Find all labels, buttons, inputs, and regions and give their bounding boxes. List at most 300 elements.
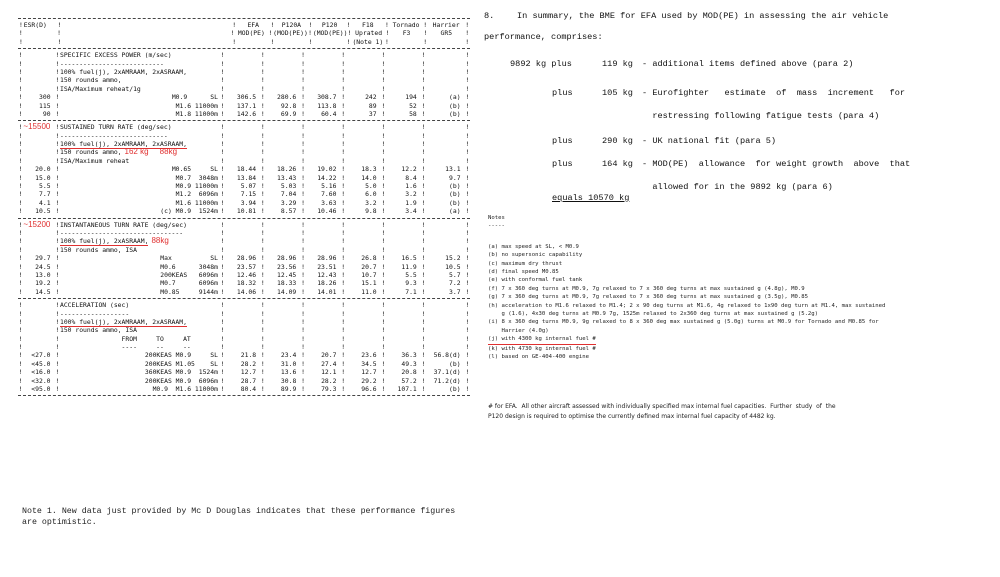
value-cell (426, 157, 464, 165)
config-annotation: 162 kg 88kg (124, 147, 178, 157)
value-cell (266, 85, 301, 93)
flight-condition: 200KEAS M1.05 SL (144, 359, 218, 368)
esr-cell (23, 123, 54, 131)
column-separator: ! (381, 198, 386, 207)
section-title: ACCELERATION (sec) (59, 301, 130, 310)
column-separator: ! (260, 376, 265, 385)
section-row (18, 132, 470, 140)
column-separator: ! (421, 93, 426, 102)
column-separator: ! (301, 190, 305, 199)
value-cell: 3.2 (365, 198, 377, 207)
value-cell: 18.32 (236, 279, 257, 288)
column-separator: ! (55, 198, 60, 207)
column-separator: ! (55, 254, 60, 263)
condition-cell (60, 385, 220, 393)
value-cell (266, 229, 301, 237)
value-cell (346, 76, 381, 84)
esr-value: <27.0 (31, 351, 51, 360)
table-row (18, 263, 470, 271)
column-separator: ! (18, 93, 23, 102)
column-separator: ! (230, 29, 235, 38)
value-cell: (b) (449, 359, 461, 368)
value-cell (306, 68, 341, 76)
column-separator: ! (55, 317, 60, 326)
column-separator: ! (260, 76, 265, 85)
column-separator: ! (220, 237, 225, 246)
column-separator: ! (421, 334, 426, 343)
section-row (18, 123, 470, 131)
column-separator: ! (18, 84, 23, 93)
column-separator: ! (465, 84, 470, 93)
value-cell: 3.29 (280, 198, 297, 207)
column-separator: ! (385, 37, 389, 46)
column-separator: ! (220, 254, 225, 263)
column-separator: ! (465, 301, 470, 310)
table-row (18, 190, 470, 198)
column-separator: ! (18, 351, 23, 360)
summary-item-lead: plus (552, 136, 573, 146)
column-separator: ! (18, 101, 23, 110)
table-row (18, 254, 470, 262)
column-separator: ! (421, 198, 426, 207)
value-cell (426, 318, 464, 326)
condition-cell (60, 360, 220, 368)
column-separator: ! (260, 245, 265, 254)
value-cell: 21.8 (240, 351, 257, 360)
summary-item-description: - MOD(PE) allowance for weight growth above that (642, 159, 911, 169)
value-cell (426, 60, 464, 68)
column-separator: ! (55, 101, 60, 110)
column-separator: ! (381, 376, 386, 385)
column-separator: ! (341, 101, 346, 110)
value-cell (346, 140, 381, 148)
value-cell (346, 301, 381, 309)
column-separator: ! (421, 165, 426, 174)
value-cell (346, 237, 381, 245)
condition-cell (60, 318, 220, 326)
config-line: ISA/Maximum reheat/1g (59, 84, 141, 93)
column-separator: ! (381, 326, 386, 335)
section-title-rule: ---------------------------- (59, 131, 168, 140)
summary-item-description: - UK national fit (para 5) (642, 136, 777, 146)
header-esr (24, 38, 57, 46)
column-separator: ! (260, 51, 265, 60)
column-separator: ! (260, 67, 265, 76)
column-separator: ! (220, 156, 225, 165)
column-separator: ! (308, 29, 312, 38)
column-separator: ! (55, 140, 60, 149)
column-separator: ! (301, 262, 305, 271)
condition-cell (60, 301, 220, 309)
column-separator: ! (381, 343, 386, 352)
condition-cell (60, 102, 220, 110)
condition-cell (60, 343, 220, 351)
value-cell: 28.2 (240, 359, 257, 368)
column-separator: ! (341, 334, 346, 343)
table-rule (18, 395, 470, 396)
table-row (18, 271, 470, 279)
column-separator: ! (18, 326, 23, 335)
column-separator: ! (18, 309, 23, 318)
condition-cell (60, 123, 220, 131)
esr-cell (23, 301, 54, 309)
column-separator: ! (301, 173, 305, 182)
esr-cell (23, 229, 54, 237)
column-separator: ! (55, 359, 60, 368)
value-cell (386, 221, 421, 229)
column-separator: ! (18, 228, 23, 237)
column-separator: ! (465, 165, 470, 174)
config-line: 150 rounds ammo, (59, 76, 122, 85)
value-cell: 14.01 (317, 287, 337, 296)
column-separator: ! (301, 148, 305, 157)
column-separator: ! (55, 84, 60, 93)
column-separator: ! (465, 228, 470, 237)
condition-cell (60, 157, 220, 165)
value-cell (346, 318, 381, 326)
condition-cell (60, 326, 220, 334)
summary-item-amount: 105 kg (602, 88, 633, 98)
column-separator: ! (18, 334, 23, 343)
value-cell (426, 140, 464, 148)
column-separator: ! (341, 262, 346, 271)
table-row (18, 93, 470, 101)
config-line: 150 rounds ammo, ISA (59, 326, 137, 335)
column-separator: ! (421, 109, 426, 118)
column-separator: ! (55, 351, 60, 360)
value-cell: 18.44 (236, 165, 257, 174)
column-separator: ! (220, 279, 225, 288)
value-cell: 194 (405, 93, 417, 102)
column-separator: ! (220, 220, 225, 229)
value-cell (225, 246, 260, 254)
column-separator: ! (260, 84, 265, 93)
value-cell: 5.0 (365, 182, 377, 191)
esr-value: 15.0 (35, 173, 51, 182)
column-separator: ! (55, 287, 60, 296)
condition-cell (60, 207, 220, 215)
note-item: (f) 7 x 360 deg turns at M0.9, 7g relaxed to 7 x 360 deg turns at max sustained g (4.8g), M0.9 (488, 285, 805, 292)
value-cell: 60.4 (321, 109, 337, 118)
column-separator: ! (341, 131, 346, 140)
value-cell (225, 221, 260, 229)
esr-value: 10.5 (35, 207, 51, 216)
column-separator: ! (55, 270, 60, 279)
flight-condition: 360KEAS M0.9 1524m (144, 368, 218, 377)
esr-cell (23, 68, 54, 76)
value-cell: 28.2 (321, 376, 337, 385)
value-cell (225, 140, 260, 148)
column-separator: ! (381, 207, 386, 216)
column-separator: ! (18, 29, 23, 38)
value-cell (386, 246, 421, 254)
column-separator: ! (341, 109, 346, 118)
value-cell (426, 301, 464, 309)
column-separator: ! (18, 21, 23, 29)
value-cell: 11.0 (361, 287, 377, 296)
header-col-0 (237, 38, 269, 46)
column-separator: ! (421, 254, 426, 263)
esr-cell (23, 246, 54, 254)
note-item: (l) based on GE-404-400 engine (488, 354, 590, 361)
value-cell (426, 246, 464, 254)
value-cell (426, 85, 464, 93)
summary-item-amount: 290 kg (602, 136, 633, 146)
value-cell (266, 318, 301, 326)
value-cell (386, 343, 421, 351)
config-annotation: 88kg (151, 236, 169, 246)
note-item: (k) with 4730 kg internal fuel # (488, 345, 596, 352)
section-row (18, 221, 470, 229)
section-row (18, 60, 470, 68)
table-rule (18, 298, 470, 299)
section-row (18, 318, 470, 326)
column-separator: ! (260, 59, 265, 68)
column-separator: ! (381, 237, 386, 246)
value-cell (266, 157, 301, 165)
column-separator: ! (260, 93, 265, 102)
column-separator: ! (301, 140, 305, 149)
value-cell: 96.6 (361, 385, 377, 394)
column-separator: ! (341, 245, 346, 254)
column-separator: ! (381, 270, 386, 279)
value-cell: 13.43 (277, 173, 297, 182)
column-separator: ! (220, 245, 225, 254)
value-cell (266, 68, 301, 76)
flight-condition: M1.6 11000m (175, 198, 218, 207)
column-separator: ! (346, 21, 351, 29)
value-cell (225, 237, 260, 245)
table-row (18, 110, 470, 118)
value-cell (386, 148, 421, 156)
config-line: FROM TO AT (59, 334, 191, 343)
note-item: (j) with 4300 kg internal fuel # (488, 335, 596, 344)
column-separator: ! (381, 359, 386, 368)
column-separator: ! (260, 359, 265, 368)
column-separator: ! (381, 140, 386, 149)
esr-cell (23, 343, 54, 351)
condition-cell (60, 246, 220, 254)
summary-item-amount: 164 kg (602, 159, 633, 169)
column-separator: ! (341, 148, 346, 157)
column-separator: ! (18, 270, 23, 279)
condition-cell (60, 335, 220, 343)
table-rule (18, 48, 470, 49)
value-cell: 7.04 (280, 190, 297, 199)
column-separator: ! (301, 309, 305, 318)
column-separator: ! (260, 198, 265, 207)
column-separator: ! (260, 351, 265, 360)
column-separator: ! (220, 93, 225, 102)
value-cell (426, 51, 464, 59)
flight-condition: (c) M0.9 1524m (160, 207, 218, 216)
esr-cell (23, 132, 54, 140)
table-row (18, 182, 470, 190)
column-separator: ! (421, 190, 426, 199)
flight-condition: M0.65 SL (171, 165, 218, 174)
summary-intro-line1: In summary, the BME for EFA used by MOD(PE) in assessing the air vehicle (517, 11, 889, 21)
column-separator: ! (18, 207, 23, 216)
annotation-weight: ~15500 (23, 122, 51, 132)
column-separator: ! (55, 93, 60, 102)
value-cell: (b) (449, 190, 461, 199)
config-line: 100% fuel(j), 2xAMRAAM, 2xASRAAM, (59, 317, 187, 326)
table-rule (18, 18, 470, 19)
table-row (18, 165, 470, 173)
condition-cell (60, 76, 220, 84)
condition-cell (60, 351, 220, 359)
header-blank (62, 38, 231, 46)
column-separator: ! (301, 270, 305, 279)
column-separator: ! (465, 101, 470, 110)
value-cell: 11.9 (401, 262, 417, 271)
section-row (18, 148, 470, 156)
value-cell (306, 123, 341, 131)
column-separator: ! (220, 76, 225, 85)
column-separator: ! (18, 262, 23, 271)
condition-cell (60, 93, 220, 101)
value-cell (346, 51, 381, 59)
note-item: (e) with conformal fuel tank (488, 277, 583, 284)
column-separator: ! (260, 237, 265, 246)
column-separator: ! (18, 343, 23, 352)
header-col-3: Uprated (355, 29, 383, 38)
column-separator: ! (55, 228, 60, 237)
column-separator: ! (55, 67, 60, 76)
column-separator: ! (260, 190, 265, 199)
value-cell (386, 51, 421, 59)
column-separator: ! (220, 334, 225, 343)
column-separator: ! (220, 109, 225, 118)
value-cell (386, 76, 421, 84)
column-separator: ! (341, 190, 346, 199)
condition-cell (60, 51, 220, 59)
value-cell (306, 140, 341, 148)
column-separator: ! (341, 173, 346, 182)
column-separator: ! (421, 67, 426, 76)
value-cell (306, 246, 341, 254)
column-separator: ! (421, 351, 426, 360)
column-separator: ! (18, 220, 23, 229)
esr-value: 300 (39, 93, 51, 102)
condition-cell (60, 263, 220, 271)
header-col-5: Harrier (432, 21, 460, 29)
column-separator: ! (341, 207, 346, 216)
value-cell (426, 123, 464, 131)
column-separator: ! (421, 131, 426, 140)
condition-cell (60, 85, 220, 93)
value-cell: 56.8(d) (433, 351, 461, 360)
column-separator: ! (55, 59, 60, 68)
esr-value: <32.0 (31, 376, 51, 385)
column-separator: ! (18, 59, 23, 68)
performance-table (18, 16, 470, 398)
value-cell: 10.7 (361, 270, 377, 279)
esr-value: 24.5 (35, 262, 51, 271)
value-cell: 49.3 (401, 359, 417, 368)
column-separator: ! (381, 101, 386, 110)
section-row (18, 301, 470, 309)
column-separator: ! (18, 385, 23, 394)
column-separator: ! (55, 190, 60, 199)
value-cell: (b) (449, 182, 461, 191)
column-separator: ! (260, 343, 265, 352)
value-cell (426, 229, 464, 237)
column-separator: ! (220, 309, 225, 318)
column-separator: ! (381, 279, 386, 288)
column-separator: ! (260, 254, 265, 263)
condition-cell (60, 254, 220, 262)
column-separator: ! (341, 343, 346, 352)
value-cell: 13.6 (280, 368, 297, 377)
column-separator: ! (346, 37, 351, 46)
value-cell: 23.51 (317, 262, 337, 271)
condition-cell (60, 60, 220, 68)
notes-title-rule: ----- (488, 223, 505, 230)
value-cell: 3.4 (405, 207, 417, 216)
column-separator: ! (18, 156, 23, 165)
column-separator: ! (465, 351, 470, 360)
column-separator: ! (341, 368, 346, 377)
column-separator: ! (341, 67, 346, 76)
esr-cell (23, 326, 54, 334)
value-cell: 13.1 (445, 165, 461, 174)
column-separator: ! (465, 131, 470, 140)
column-separator: ! (55, 173, 60, 182)
column-separator: ! (220, 301, 225, 310)
column-separator: ! (55, 165, 60, 174)
section-row (18, 68, 470, 76)
column-separator: ! (18, 317, 23, 326)
column-separator: ! (55, 262, 60, 271)
value-cell (386, 68, 421, 76)
column-separator: ! (57, 37, 62, 46)
value-cell (346, 229, 381, 237)
header-col-4 (390, 38, 422, 46)
column-separator: ! (301, 301, 305, 310)
value-cell: 18.3 (361, 165, 377, 174)
header-col-2: P120 (321, 21, 338, 29)
column-separator: ! (381, 76, 386, 85)
column-separator: ! (341, 140, 346, 149)
column-separator: ! (260, 287, 265, 296)
value-cell: 242 (365, 93, 377, 102)
value-cell: 31.0 (280, 359, 297, 368)
value-cell: 37.1(d) (433, 368, 461, 377)
column-separator: ! (18, 76, 23, 85)
column-separator: ! (18, 51, 23, 60)
column-separator: ! (301, 220, 305, 229)
value-cell: 28.7 (240, 376, 257, 385)
value-cell: 80.4 (240, 385, 257, 394)
value-cell (386, 326, 421, 334)
table-row (18, 385, 470, 393)
value-cell (346, 123, 381, 131)
column-separator: ! (381, 131, 386, 140)
column-separator: ! (341, 59, 346, 68)
value-cell (225, 229, 260, 237)
column-separator: ! (341, 156, 346, 165)
value-cell (306, 76, 341, 84)
column-separator: ! (55, 109, 60, 118)
column-separator: ! (421, 359, 426, 368)
column-separator: ! (381, 368, 386, 377)
column-separator: ! (301, 351, 305, 360)
column-separator: ! (301, 376, 305, 385)
header-row (18, 29, 470, 37)
column-separator: ! (465, 140, 470, 149)
column-separator: ! (465, 37, 470, 46)
